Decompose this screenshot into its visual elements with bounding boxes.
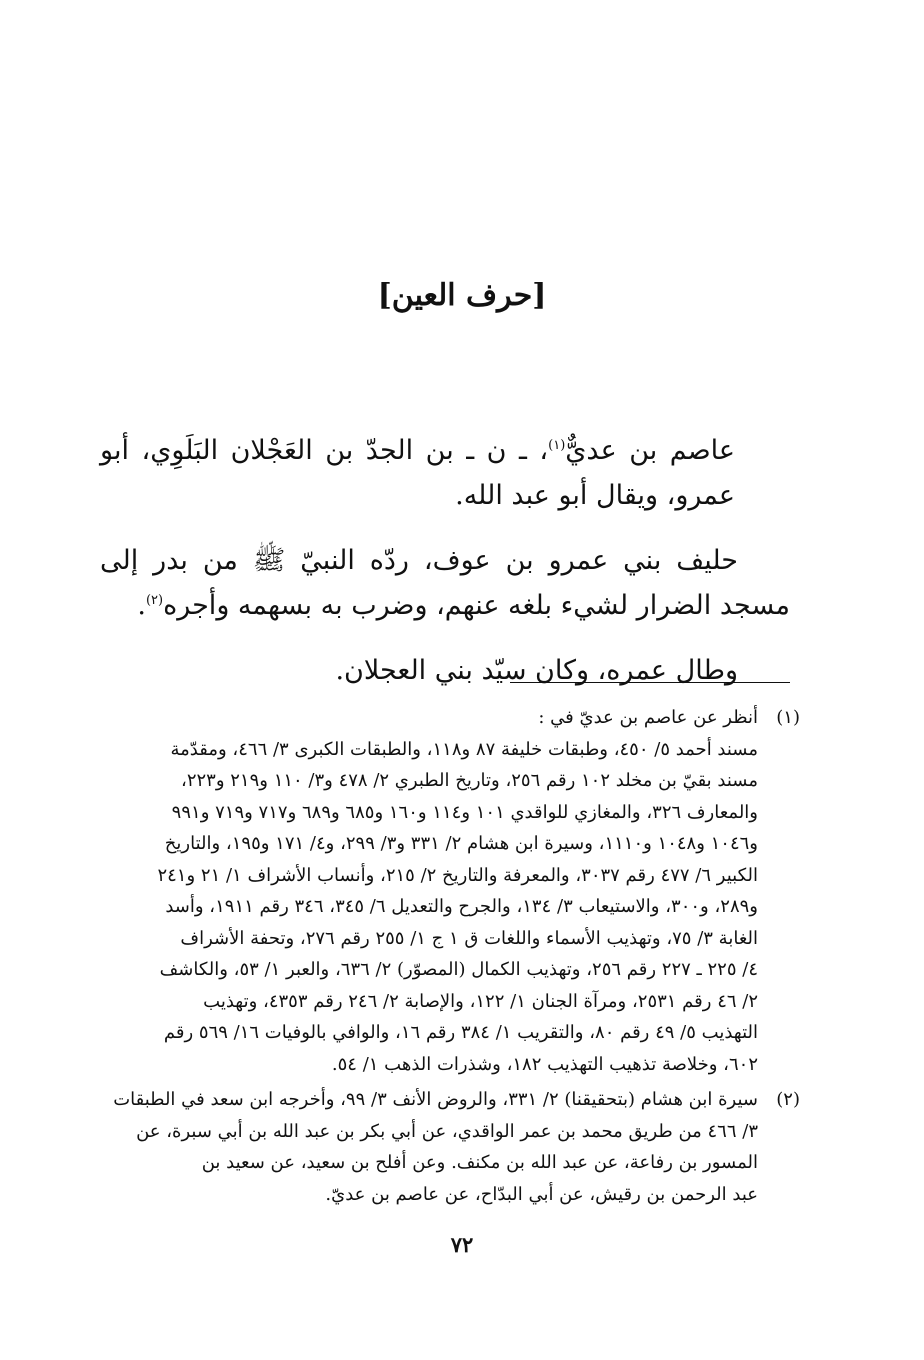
footnote-line: المسور بن رفاعة، عن عبد الله بن مكنف. وعن أفلح بن سعيد، عن سعيد بن: [201, 1152, 758, 1173]
footnote-line: التهذيب ٥/ ٤٩ رقم ٨٠، والتقريب ١/ ٣٨٤ رقم ١٦، والوافي بالوفيات ١٦/ ٥٦٩ رقم: [163, 1022, 758, 1043]
footnote-line: و١٠٤٦ و١٠٤٨ و١١١٠، وسيرة ابن هشام ٢/ ٣٣١ و٣/ ٢٩٩، و٤/ ١٧١ و١٩٥، والتاريخ: [164, 833, 758, 854]
footnotes: [100, 702, 800, 1214]
body-paragraph-3: وطال عمره، وكان سيّد بني العجلان.: [335, 655, 738, 686]
main-text: [100, 428, 790, 713]
paragraph-2-text: حليف بني عمرو بن عوف، ردّه النبيّ ﷺ من بدر إلى مسجد الضرار لشيء بلغه عنهم، وضرب به بسهمه وأجره: [100, 545, 790, 621]
paragraph-2-end: .: [137, 590, 146, 621]
body-paragraph-2: [100, 538, 790, 628]
chapter-heading: [حرف العين]: [377, 278, 547, 313]
entry-lineage: ، ـ ن ـ بن الجدّ بن العَجْلان البَلَوِي، أبو عمرو، ويقال أبو عبد الله.: [100, 435, 735, 511]
footnote-separator: [510, 682, 790, 683]
footnote-number: (٢): [776, 1089, 800, 1110]
footnote-line: الكبير ٦/ ٤٧٧ رقم ٣٠٣٧، والمعرفة والتاريخ ٢/ ٢١٥، وأنساب الأشراف ١/ ٢١ و٢٤١: [157, 864, 758, 886]
footnote-line: سيرة ابن هشام (بتحقيقنا) ٢/ ٣٣١، والروض الأنف ٣/ ٩٩، وأخرجه ابن سعد في الطبقات: [113, 1089, 758, 1110]
footnote-line: والمعارف ٣٢٦، والمغازي للواقدي ١٠١ و١١٤ و١٦٠ و٦٨٥ و٦٨٩ و٧١٧ و٧١٩ و٩٩١: [171, 801, 758, 823]
footnote-line: مسند بقيّ بن مخلد ١٠٢ رقم ٢٥٦، وتاريخ الطبري ٢/ ٤٧٨ و٣/ ١١٠ و٢١٩ و٢٢٣،: [181, 770, 758, 791]
footnote-1: [100, 702, 800, 1080]
footnote-line: ٣/ ٤٦٦ من طريق محمد بن عمر الواقدي، عن أبي بكر بن عبد الله بن أبي سبرة، عن: [136, 1120, 758, 1142]
footnote-ref-2: (٢): [145, 593, 164, 608]
footnote-line: عبد الرحمن بن رقيش، عن أبي البدّاح، عن عاصم بن عديّ.: [325, 1183, 758, 1205]
footnote-line: أنظر عن عاصم بن عديّ في :: [538, 707, 758, 728]
footnote-line: ٤/ ٢٢٥ ـ ٢٢٧ رقم ٢٥٦، وتهذيب الكمال (المصوّر) ٢/ ٦٣٦، والعبر ١/ ٥٣، والكاشف: [159, 959, 758, 980]
footnote-line: ٢/ ٤٦ رقم ٢٥٣١، ومرآة الجنان ١/ ١٢٢، والإصابة ٢/ ٢٤٦ رقم ٤٣٥٣، وتهذيب: [203, 990, 758, 1012]
page-number: ٧٢: [450, 1232, 474, 1257]
footnote-line: و٢٨٩، و٣٠٠، والاستيعاب ٣/ ١٣٤، والجرح والتعديل ٦/ ٣٤٥، ٣٤٦ رقم ١٩١١، وأسد: [165, 896, 758, 917]
footnote-line: مسند أحمد ٥/ ٤٥٠، وطبقات خليفة ٨٧ و١١٨، والطبقات الكبرى ٣/ ٤٦٦، ومقدّمة: [170, 738, 758, 760]
entry-name: عاصم بن عديٌّ: [565, 435, 736, 466]
footnote-number: (١): [776, 707, 800, 728]
footnote-line: الغابة ٣/ ٧٥، وتهذيب الأسماء واللغات ق ١ ج ١/ ٢٥٥ رقم ٢٧٦، وتحفة الأشراف: [180, 927, 758, 949]
footnote-line: ٦٠٢، وخلاصة تذهيب التهذيب ١٨٢، وشذرات الذهب ١/ ٥٤.: [331, 1053, 758, 1075]
footnote-2: [100, 1084, 800, 1210]
footnote-ref-1: (١): [548, 438, 566, 453]
entry-paragraph: [100, 428, 790, 518]
